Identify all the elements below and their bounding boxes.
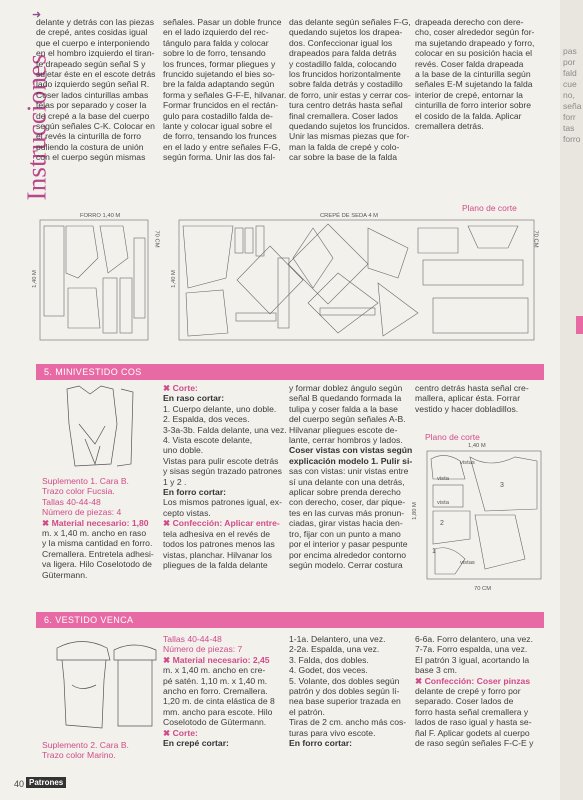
adjacent-page-edge <box>560 0 583 800</box>
arrow-icon: ➜ <box>32 9 42 21</box>
adjacent-page-text: cue <box>563 79 577 89</box>
text-line: y costadillo falda, colocando <box>289 58 397 69</box>
plano-de-corte-label-top: Plano de corte <box>462 203 517 213</box>
crepe-label: CREPÉ DE SEDA 4 M <box>320 213 378 219</box>
text-line: ✖ Corte: <box>163 383 198 393</box>
text-line: Coselotodo de Gütermann. <box>163 717 267 728</box>
text-line: cinturilla de forro interior sobre <box>415 100 532 111</box>
text-line: cho, coser alrededor según for- <box>415 27 535 38</box>
text-line: los frunces, formar pliegues y <box>163 58 276 69</box>
text-line: con el cuerpo según mismas <box>36 152 146 163</box>
top-column-2 <box>163 17 287 163</box>
text-line: ciadas, girar vistas hacia den- <box>289 518 403 529</box>
text-line: el revés la cinturilla de forro <box>36 131 142 142</box>
text-line: ✖ Confección: Aplicar entre- <box>163 518 280 529</box>
text-line: del cuerpo según señales A-B. <box>289 414 406 425</box>
text-line: tulipa y coser falda a la base <box>289 403 398 414</box>
plano-de-corte-label-5: Plano de corte <box>425 432 480 442</box>
text-line: cepto vistas. <box>163 507 211 518</box>
section6-col4 <box>415 634 545 748</box>
text-line: tes en las curvas más pronun- <box>289 507 405 518</box>
vista-label-3: vista <box>437 500 449 506</box>
section5-col2 <box>163 383 287 570</box>
text-line: 1-1a. Delantero, una vez. <box>289 634 386 644</box>
text-line: uno doble. <box>163 445 204 456</box>
text-line: Coser lados cinturillas ambas <box>36 89 149 100</box>
section5-col1 <box>42 476 162 580</box>
text-line: de crepé a la base del cuerpo <box>36 110 150 121</box>
text-line: puliendo la costura de unión <box>36 141 144 152</box>
piece-2: 2 <box>440 520 444 527</box>
text-line: 4. Godet, dos veces. <box>289 665 368 676</box>
text-line: Tallas 40-44-48 <box>163 634 222 644</box>
text-line: 3-3a-3b. Falda delante, una vez. <box>163 424 287 435</box>
text-line: de forro, tensando los frunces <box>163 131 277 142</box>
section6-col2 <box>163 634 285 748</box>
text-line: final cremallera. Coser lados <box>289 110 398 121</box>
text-line: delante y detrás con las piezas <box>36 17 154 27</box>
adjacent-page-text: fald <box>563 68 577 78</box>
text-line: vistas, planchar. Hilvanar los <box>163 549 272 560</box>
text-line: revés. Coser falda drapeada <box>415 58 524 69</box>
text-line: Vistas para pulir escote detrás <box>163 455 279 466</box>
d2-180-label: 1,80 M <box>411 502 418 520</box>
text-line: En raso cortar: <box>163 393 225 404</box>
text-line: que el cuerpo e interponiendo <box>36 37 150 48</box>
text-line: Trazo color Fucsia. <box>42 486 115 497</box>
section5-col3 <box>289 383 411 570</box>
text-line: los fruncidos horizontalmente <box>289 69 401 80</box>
text-line: quedando sujetos los fruncidos. <box>289 121 410 132</box>
text-line: ✖ Corte: <box>163 727 198 738</box>
dim-140m-mid: 1,40 M <box>170 270 177 288</box>
text-line: ✖ Material necesario: 2,45 <box>163 654 270 665</box>
text-line: Hilvanar pliegues escote de- <box>289 424 398 435</box>
text-line: pliegues de la falda delante <box>163 559 268 570</box>
top-column-1 <box>36 17 158 163</box>
text-line: Suplemento 2. Cara B. <box>42 740 129 750</box>
text-line: tro, fijar con un punto a mano <box>289 528 401 539</box>
text-line: 2. Espalda, dos veces. <box>163 414 250 425</box>
text-line: va ligera. Hilo Coselotodo de <box>42 559 152 570</box>
dim-70cm-a: 70 CM <box>153 230 160 248</box>
magazine-logo: Patrones <box>26 777 66 788</box>
text-line: sas con vistas: unir vistas entre <box>289 466 409 477</box>
text-line: car sobre la base de la falda <box>289 152 397 163</box>
text-line: según forma. Unir las dos fal- <box>163 152 276 163</box>
text-line: de raso según señales F-C-E y <box>415 738 534 749</box>
piece-1: 1 <box>432 548 436 555</box>
text-line: das delante según señales F-G, <box>289 17 411 27</box>
text-line: dos. Confeccionar igual los <box>289 37 393 48</box>
text-line: y la misma cantidad en forro. <box>42 538 153 549</box>
text-line: por encima alrededor contorno <box>289 549 407 560</box>
text-line: colocar en su posición hacia el <box>415 48 533 59</box>
text-line: patrón y dos dobles según lí- <box>289 686 400 697</box>
text-line: señales E-M sujetando la falda <box>415 79 533 90</box>
text-line: pé satén. 1,10 m. x 1,40 m. <box>163 675 268 686</box>
top-column-3 <box>289 17 409 163</box>
vista-label-2: vista <box>437 476 449 482</box>
text-line: Suplemento 1. Cara B. <box>42 476 129 486</box>
text-line: bre la falda adaptando según <box>163 79 275 90</box>
text-line: drapeados para falda detrás <box>289 48 397 59</box>
text-line: todos los patrones menos las <box>163 539 275 550</box>
pink-tab-marker <box>576 316 583 334</box>
text-line: ma sujetando drapeado y forro, <box>415 37 535 48</box>
material-label: ✖ Material necesario: 1,80 <box>42 517 149 528</box>
text-line: 1,20 m. de cinta elástica de 8 <box>163 696 275 707</box>
text-line: quedando sujetos los drapea- <box>289 27 403 38</box>
adjacent-page-text: forro <box>563 134 581 144</box>
text-line: con derecho, coser, dar pique- <box>289 497 406 508</box>
vistas-label-1: vistas <box>460 460 475 466</box>
text-line: man la falda de crepé y colo- <box>289 141 400 152</box>
text-line: forma y señales G-F-E, hilvanar. <box>163 89 287 100</box>
text-line: 5. Volante, dos dobles según <box>289 675 400 686</box>
dress-illustration-6 <box>52 630 162 740</box>
text-line: de crepé, antes cosidas igual <box>36 27 148 38</box>
text-line: interior de crepé, entornar la <box>415 89 523 100</box>
text-line: 1. Cuerpo delante, uno doble. <box>163 403 277 414</box>
text-line: ñal F. Aplicar godets al cuerpo <box>415 727 530 738</box>
text-line: turas para vivo escote. <box>289 727 376 738</box>
text-line: Número de piezas: 7 <box>163 644 243 655</box>
text-line: 7-7a. Forro espalda, una vez. <box>415 644 528 655</box>
text-line: nea base superior trazada en <box>289 696 401 707</box>
text-line: en el hombro izquierdo el tiran- <box>36 48 155 59</box>
text-line: Tiras de 2 cm. ancho más cos- <box>289 717 407 728</box>
text-line: mm. ancho para escote. Hilo <box>163 706 273 717</box>
text-line: m. x 1,40 m. ancho en raso <box>42 528 147 539</box>
text-line: lados de raso igual y hasta se- <box>415 717 532 728</box>
text-line: Cremallera. Entretela adhesi- <box>42 548 154 559</box>
cutting-layout-diagram-2 <box>425 449 543 581</box>
d2-70-label: 70 CM <box>474 586 492 592</box>
text-line: El patrón 3 igual, acortando la <box>415 654 530 665</box>
text-line: forro hasta señal cremallera y <box>415 706 529 717</box>
d2-140-label: 1,40 M <box>468 443 486 449</box>
text-line: señales. Pasar un doble frunce <box>163 17 282 27</box>
text-line: 6-6a. Forro delantero, una vez. <box>415 634 533 644</box>
text-line: 2-2a. Espalda, una vez. <box>289 644 380 655</box>
text-line: según señales C-K. Colocar en <box>36 121 155 132</box>
adjacent-page-text: seña <box>563 101 582 111</box>
text-line: el patrón. <box>289 706 325 717</box>
section5-col4 <box>415 383 545 414</box>
text-line: tángulo para falda y colocar <box>163 37 269 48</box>
vistas-label-4: vistas <box>460 560 475 566</box>
text-line: a la base de la cinturilla según <box>415 69 531 80</box>
text-line: gulo para costadillo falda de- <box>163 110 273 121</box>
adjacent-page-text: pas <box>563 46 577 56</box>
text-line: por el interior y pasar pespunte <box>289 539 408 550</box>
text-line: 1 y 2 . <box>163 476 187 487</box>
text-line: explicación modelo 1. Pulir si- <box>289 455 413 466</box>
text-line: En forro cortar: <box>289 738 353 749</box>
text-line: señal B quedando formada la <box>289 393 402 404</box>
cutting-layout-diagram-1 <box>38 218 538 343</box>
text-line: sobre falda detrás y costadillo <box>289 79 403 90</box>
text-line: Unir las mismas piezas que for- <box>289 131 410 142</box>
text-line: sujetar éste en el escote detrás <box>36 69 156 80</box>
text-line: tura centro detrás hasta señal <box>289 100 403 111</box>
text-line: Trazo color Marino. <box>42 750 116 761</box>
text-line: m. x 1,40 m. ancho en cre- <box>163 665 266 676</box>
text-line: aplicar sobre prenda derecho <box>289 487 401 498</box>
text-line: centro detrás hasta señal cre- <box>415 383 529 393</box>
text-line <box>42 518 162 528</box>
section6-col1 <box>42 740 162 761</box>
text-line: Los mismos patrones igual, ex- <box>163 497 282 508</box>
top-column-4 <box>415 17 545 131</box>
text-line: lado izquierdo según señal R. <box>36 79 150 90</box>
text-line: lante, cerrar hombros y lados. <box>289 435 403 446</box>
adjacent-page-text: tas <box>563 123 575 133</box>
text-line: según modelo. Cerrar costura <box>289 559 403 570</box>
text-line: sí una delante con una detrás, <box>289 476 405 487</box>
text-line: sobre lo de forro, tensando <box>163 48 266 59</box>
section6-col3 <box>289 634 411 748</box>
piece-3: 3 <box>500 482 504 489</box>
text-line: tela adhesiva en el revés de <box>163 528 271 539</box>
text-line: te drapeado según señal S y <box>36 58 146 69</box>
section-6-header: 6. VESTIDO VENCA <box>36 612 544 628</box>
text-line: de forro, unir estas y cerrar cos- <box>289 89 411 100</box>
text-line: delante de crepé y forro por <box>415 686 521 697</box>
text-line: ✖ Confección: Coser pinzas <box>415 675 531 686</box>
text-line: separado. Coser lados de <box>415 696 514 707</box>
text-line: fruncido sujetando el bies so- <box>163 69 275 80</box>
text-line: 4. Vista escote delante, <box>163 435 253 446</box>
adjacent-page-text: no, <box>563 90 575 100</box>
text-line: Coser vistas con vistas según <box>289 445 413 456</box>
text-line: En forro cortar: <box>163 487 227 498</box>
text-line: Número de piezas: 4 <box>42 507 122 518</box>
text-line: lante y colocar igual sobre el <box>163 121 272 132</box>
text-line: vestido y hacer dobladillos. <box>415 403 519 414</box>
section-5-header: 5. MINIVESTIDO COS <box>36 364 544 380</box>
text-line: y sisas según trazado patrones <box>163 466 282 477</box>
text-line: 3. Falda, dos dobles. <box>289 654 369 665</box>
text-line: ancho en forro. Cremallera. <box>163 686 268 697</box>
text-line: base 3 cm. <box>415 665 458 676</box>
dim-70cm-right: 70 CM <box>532 230 539 248</box>
forro-label: FORRO 1,40 M <box>80 213 121 219</box>
text-line: Formar fruncidos en el rectán- <box>163 100 279 111</box>
dress-illustration-5 <box>55 384 135 474</box>
text-line: telas por separado y coser la <box>36 100 147 111</box>
adjacent-page-text: por <box>563 57 576 67</box>
text-line: en el lado y entre señales F-G, <box>163 141 281 152</box>
text-line: mallera, aplicar ésta. Forrar <box>415 393 521 404</box>
text-line: en el lado izquierdo del rec- <box>163 27 269 38</box>
text-line: el cosido de la falda. Aplicar <box>415 110 522 121</box>
text-line: En crepé cortar: <box>163 738 229 749</box>
dim-140m-left: 1,40 M <box>31 270 38 288</box>
section-title-vertical: Instrucciones <box>21 53 52 201</box>
text-line: drapeada derecho con dere- <box>415 17 524 27</box>
text-line: Gütermann. <box>42 569 88 580</box>
text-line: y formar doblez ángulo según <box>289 383 403 393</box>
text-line: cremallera detrás. <box>415 121 484 132</box>
page-number: 40 <box>14 779 25 789</box>
text-line: Tallas 40-44-48 <box>42 496 101 507</box>
adjacent-page-text: forr <box>563 112 576 122</box>
